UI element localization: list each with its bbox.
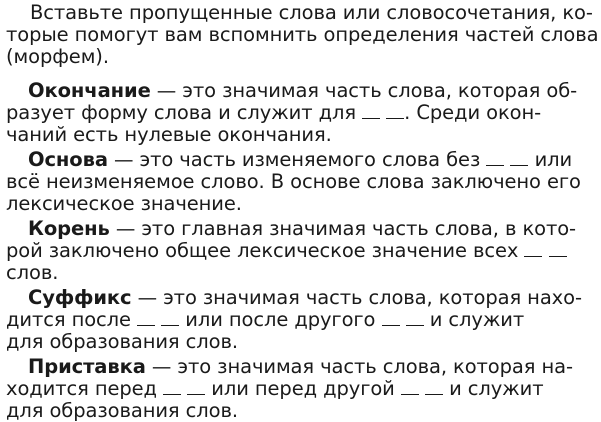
definition-line (6, 171, 598, 193)
blank-field[interactable] (549, 241, 567, 257)
definition-line (6, 124, 598, 146)
definition-line (6, 218, 598, 240)
term-suffix: Суффикс (28, 286, 132, 309)
definition-text: — это часть изменяемого слова без (107, 148, 481, 171)
definition-ending (6, 80, 598, 146)
definition-suffix (6, 287, 598, 353)
definition-stem (6, 149, 598, 215)
instruction-text-1: Вставьте пропущенные слова или словосочетания, ко- (30, 1, 593, 24)
definition-line (6, 309, 598, 331)
definition-line (6, 331, 598, 353)
term-stem: Основа (28, 148, 108, 171)
definition-text: или после другого (185, 308, 376, 331)
definition-line (6, 356, 598, 378)
blank-field[interactable] (406, 310, 424, 326)
definition-text: рой заключено общее лексическое значение всех (6, 239, 519, 262)
definition-text: — это главная значимая часть слова, в кото- (109, 217, 576, 240)
blank-field[interactable] (401, 379, 419, 395)
definition-text: . Среди окон- (404, 101, 542, 124)
definition-text: для образования слов. (6, 330, 238, 353)
term-prefix: Приставка (28, 355, 146, 378)
definition-text: чаний есть нулевые окончания. (6, 123, 332, 146)
blank-field[interactable] (161, 310, 179, 326)
blank-field[interactable] (524, 241, 542, 257)
instruction (6, 2, 598, 68)
definition-line (6, 80, 598, 102)
definition-text: всё неизменяемое слово. В основе слова заключено его (6, 170, 581, 193)
definition-root (6, 218, 598, 284)
instruction-line-1 (30, 2, 598, 24)
definition-line (6, 240, 598, 262)
blank-field[interactable] (486, 150, 504, 166)
definition-text: или (534, 148, 573, 171)
definition-line (6, 287, 598, 309)
definition-text: или перед другой (211, 377, 395, 400)
definition-text: — это значимая часть слова, которая нахо- (131, 286, 582, 309)
blank-field[interactable] (425, 379, 443, 395)
blank-field[interactable] (386, 103, 404, 119)
definition-prefix (6, 356, 598, 422)
definition-text: и служит (429, 308, 525, 331)
exercise-text (6, 2, 598, 422)
term-ending: Окончание (28, 79, 151, 102)
definition-text: лексическое значение. (6, 192, 242, 215)
definition-line (6, 378, 598, 400)
instruction-text-2: торые помогут вам вспомнить определения частей слова (6, 23, 599, 46)
definition-line (6, 149, 598, 171)
blank-field[interactable] (187, 379, 205, 395)
definition-text: и служит (449, 377, 544, 400)
definition-line (6, 262, 598, 284)
blank-field[interactable] (137, 310, 155, 326)
definition-text: для образования слов. (6, 399, 238, 422)
blank-field[interactable] (362, 103, 380, 119)
blank-field[interactable] (510, 150, 528, 166)
definition-text: разует форму слова и служит для (6, 101, 356, 124)
instruction-line-2 (6, 24, 598, 46)
blank-field[interactable] (382, 310, 400, 326)
term-root: Корень (28, 217, 110, 240)
definition-line (6, 193, 598, 215)
definition-line (6, 102, 598, 124)
definition-line (6, 400, 598, 422)
blank-field[interactable] (163, 379, 181, 395)
instruction-line-3 (6, 46, 598, 68)
definition-text: слов. (6, 261, 59, 284)
definition-text: — это значимая часть слова, которая на- (145, 355, 573, 378)
definition-text: дится после (6, 308, 131, 331)
definition-text: — это значимая часть слова, которая об- (150, 79, 578, 102)
definition-text: ходится перед (6, 377, 157, 400)
instruction-text-3: (морфем). (6, 45, 109, 68)
